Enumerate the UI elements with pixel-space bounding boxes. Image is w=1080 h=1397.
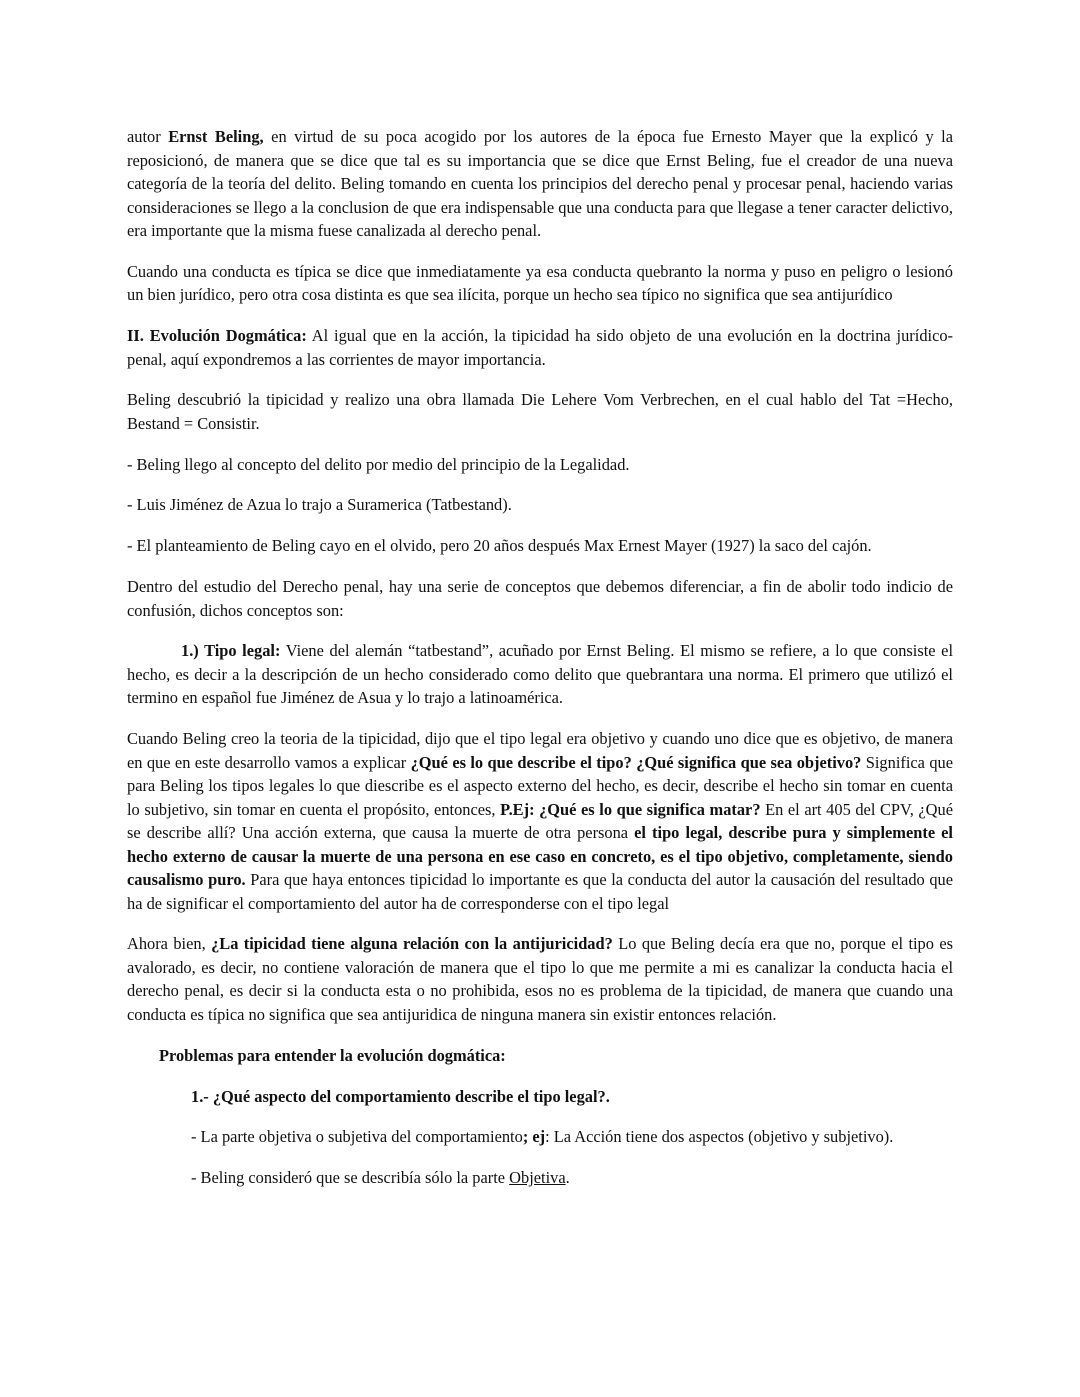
- term-tipo-legal: 1.) Tipo legal:: [181, 641, 281, 661]
- paragraph-teoria-tipicidad: Cuando Beling creo la teoria de la tipicidad, dijo que el tipo legal era objetivo y cuando uno dice que es objetivo, de manera en que en este desarrollo vamos a explicar ¿Qué es lo que describe el tipo? ¿Qué significa que sea objetivo? Significa que para Beling los tipos legales lo que diescribe es el aspecto externo del hecho, es decir, describe el hecho sin tomar en cuenta lo subjetivo, sin tomar en cuenta el propósito, entonces, P.Ej: ¿Qué es lo que significa matar? En el art 405 del CPV, ¿Qué se describe allí? Una acción externa, que causa la muerte de otra persona el tipo legal, describe pura y simplemente el hecho externo de causar la muerte de una persona en ese caso en concreto, es el tipo objetivo, completamente, siendo causalismo puro. Para que haya entonces tipicidad lo importante es que la conducta del autor la causación del resultado que ha de significar el comportamiento del autor ha de corresponderse con el tipo legal: [127, 729, 953, 913]
- list-item: - El planteamiento de Beling cayo en el olvido, pero 20 años después Max Ernest Mayer (1927) la saco del cajón.: [127, 536, 872, 556]
- paragraph-antijuricidad: Ahora bien, ¿La tipicidad tiene alguna relación con la antijuricidad? Lo que Beling decía era que no, porque el tipo es avalorado, es decir, no contiene valoración de manera que el tipo lo que me permite a mi es canalizar la conducta hacia el derecho penal, es decir si la conducta esta o no prohibida, esos no es problema de la tipicidad, de manera que cuando una conducta es típica no significa que sea antijuridica de ninguna manera sin existir entonces relación.: [127, 934, 953, 1024]
- paragraph-beling-obra: Beling descubrió la tipicidad y realizo una obra llamada Die Lehere Vom Verbrechen, en el cual hablo del Tat =Hecho, Bestand = Consistir.: [127, 390, 953, 433]
- underlined-objetiva: Objetiva: [509, 1168, 566, 1188]
- paragraph-tipo-legal: 1.) Tipo legal: Viene del alemán “tatbestand”, acuñado por Ernst Beling. El mismo se refiere, a lo que consiste el hecho, es decir a la descripción de un hecho considerado como delito que quebrantara una norma. El primero que utilizó el termino en español fue Jiménez de Asua y lo trajo a latinoamérica.: [127, 641, 953, 708]
- list-item: - Beling llego al concepto del delito por medio del principio de la Legalidad.: [127, 454, 630, 474]
- paragraph-conceptos: Dentro del estudio del Derecho penal, hay una serie de conceptos que debemos diferenciar, a fin de abolir todo indicio de confusión, dichos conceptos son:: [127, 577, 953, 620]
- paragraph-conducta-tipica: Cuando una conducta es típica se dice que inmediatamente ya esa conducta quebranto la norma y puso en peligro o lesionó un bien jurídico, pero otra cosa distinta es que sea ilícita, porque un hecho sea típico no significa que sea antijurídico: [127, 261, 953, 305]
- answer-parte-objetiva-subjetiva: - La parte objetiva o subjetiva del comportamiento; ej: La Acción tiene dos aspectos (objetivo y subjetivo).: [191, 1127, 894, 1147]
- emphasis-tipo-objetivo: el tipo legal, describe pura y simplemente el hecho externo de causar la muerte de una persona en ese caso en concreto, es el tipo objetivo, completamente, siendo causalismo puro.: [127, 823, 953, 890]
- paragraph-evolucion-dogmatica: II. Evolución Dogmática: Al igual que en la acción, la tipicidad ha sido objeto de una evolución en la doctrina jurídico-penal, aquí expondremos a las corrientes de mayor importancia.: [127, 326, 953, 369]
- document-page: [127, 125, 953, 1207]
- list-item: - Luis Jiménez de Azua lo trajo a Suramerica (Tatbestand).: [127, 495, 512, 515]
- emphasis-ernst-beling: Ernst Beling,: [168, 127, 264, 146]
- question-aspecto-comportamiento: 1.- ¿Qué aspecto del comportamiento describe el tipo legal?.: [191, 1086, 610, 1106]
- answer-beling-objetiva: - Beling consideró que se describía sólo la parte Objetiva.: [191, 1168, 570, 1188]
- section-heading-evolucion: II. Evolución Dogmática:: [127, 326, 307, 346]
- paragraph-beling-intro: autor Ernst Beling, en virtud de su poca acogido por los autores de la época fue Ernesto Mayer que la explicó y la reposicionó, de manera que se dice que tal es su importancia que se dice que Ernst Beling, fue el creador de una nueva categoría de la teoría del delito. Beling tomando en cuenta los principios del derecho penal y procesar penal, haciendo varias consideraciones se llego a la conclusion de que era indispensable que una conducta para que llegase a tener caracter delictivo, era importante que la misma fuese canalizada al derecho penal.: [127, 127, 954, 240]
- section-heading-problemas: Problemas para entender la evolución dogmática:: [159, 1045, 506, 1065]
- emphasis-example-matar: P.Ej: ¿Qué es lo que significa matar?: [500, 799, 761, 819]
- emphasis-question-tipo: ¿Qué es lo que describe el tipo? ¿Qué significa que sea objetivo?: [410, 752, 862, 772]
- emphasis-question-antijuricidad: ¿La tipicidad tiene alguna relación con la antijuricidad?: [211, 934, 613, 954]
